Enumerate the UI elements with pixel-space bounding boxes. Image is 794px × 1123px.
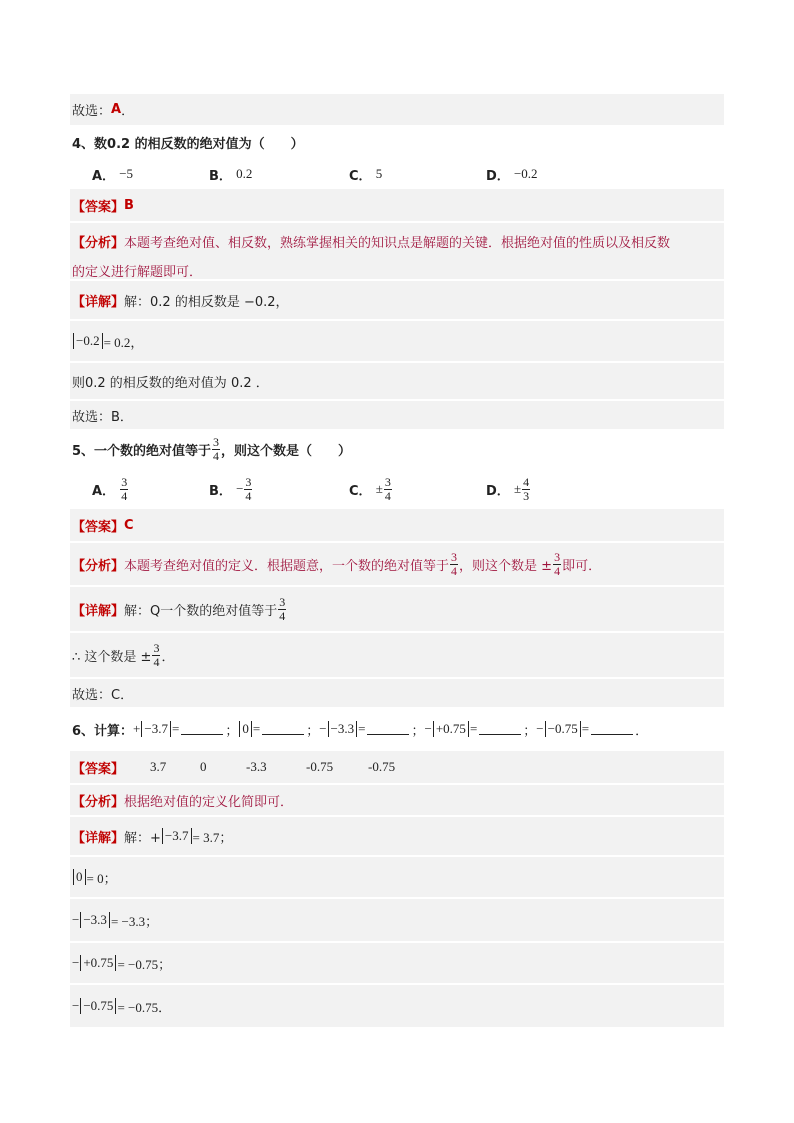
fraction — [384, 476, 392, 503]
final-text: 故选：C． — [72, 687, 134, 703]
q6-detail-1 — [70, 817, 724, 855]
q4-stem-text: 4、数0.2 的相反数的绝对值为（ ） — [72, 136, 304, 152]
option-label: A． — [92, 483, 116, 499]
denominator: 4 — [121, 488, 128, 503]
answer-blank[interactable] — [479, 724, 521, 735]
eq-sign: = — [469, 721, 478, 736]
analysis-text: 本题考查绝对值、相反数，熟练掌握相关的知识点是解题的关键．根据绝对值的性质以及相反数 — [124, 236, 671, 251]
abs-expr: −0.75 — [545, 721, 581, 737]
expr-prefix: − — [536, 721, 544, 736]
fraction — [244, 476, 252, 503]
numerator: 3 — [554, 549, 561, 564]
denominator: 4 — [451, 563, 458, 578]
denominator: 3 — [523, 488, 530, 503]
denominator: 4 — [384, 488, 391, 503]
abs-expr: −0.2 — [73, 333, 103, 349]
abs-expr: −0.75 — [80, 998, 116, 1014]
separator: ； — [411, 723, 425, 739]
detail-tag: 【详解】 — [72, 294, 125, 310]
eq-sign: = — [358, 721, 366, 736]
eq-sign: = — [581, 721, 590, 736]
answer-blank[interactable] — [591, 724, 633, 735]
final-end: ． — [121, 104, 135, 119]
final-text: 故选：B． — [72, 409, 133, 425]
q6-stem — [70, 707, 724, 751]
q5-detail-1 — [70, 587, 724, 631]
abs-expr: 0 — [73, 869, 86, 885]
eq-sign: = — [252, 721, 261, 736]
option-label: D． — [486, 483, 510, 499]
detail-text-end: ． — [161, 649, 175, 665]
detail-text: ∴ 这个数是 ± — [72, 649, 152, 665]
expr-prefix: − — [424, 721, 432, 736]
option-sign: ± — [375, 481, 383, 496]
denominator: 4 — [213, 448, 220, 463]
abs-expr: −3.7 — [141, 721, 171, 737]
q4-detail-3 — [70, 363, 724, 399]
separator: ； — [523, 723, 537, 739]
option-label: B． — [209, 168, 232, 184]
detail-result: = 0； — [86, 870, 117, 886]
numerator: 3 — [245, 474, 252, 489]
q6-analysis — [70, 785, 724, 815]
numerator: 4 — [523, 474, 530, 489]
option-value: −0.2 — [513, 166, 538, 181]
q4-option-d — [486, 165, 538, 184]
detail-prefix: − — [72, 998, 80, 1013]
answer-value: 0 — [200, 759, 207, 774]
analysis-tag: 【分析】 — [72, 236, 125, 251]
fraction — [522, 476, 530, 503]
numerator: 3 — [153, 640, 160, 655]
detail-prefix: 解：+ — [124, 830, 161, 846]
final-label: 故选： — [72, 104, 112, 119]
fraction — [278, 596, 286, 623]
fraction — [152, 642, 160, 669]
separator: ； — [225, 723, 239, 739]
abs-expr: −3.7 — [162, 828, 192, 844]
q4-final — [70, 401, 724, 429]
expr-prefix: + — [133, 721, 141, 736]
answer-blank[interactable] — [181, 724, 223, 735]
numerator: 3 — [451, 549, 458, 564]
option-sign: − — [236, 481, 244, 496]
detail-result: = −3.3； — [110, 913, 159, 929]
analysis-tag: 【分析】 — [72, 558, 125, 574]
detail-text: = 0.2， — [103, 334, 144, 350]
answer-value: B — [124, 197, 134, 213]
detail-result: = 3.7； — [192, 829, 233, 845]
detail-text: 解：0.2 的相反数是 −0.2， — [124, 294, 289, 310]
eq-sign: = — [171, 721, 180, 736]
detail-text: 解：Q一个数的绝对值等于 — [124, 603, 278, 619]
q5-option-d — [486, 476, 531, 503]
option-label: B． — [209, 483, 232, 499]
q5-answer — [70, 509, 724, 541]
analysis-text: 本题考查绝对值的定义．根据题意，一个数的绝对值等于 — [124, 558, 450, 574]
denominator: 4 — [153, 654, 160, 669]
q4-option-b — [209, 165, 349, 184]
numerator: 3 — [279, 594, 286, 609]
detail-result: = −0.75； — [117, 956, 172, 972]
answer-tag: 【答案】 — [72, 199, 125, 215]
end-mark: ． — [635, 723, 649, 739]
q5-options — [70, 469, 724, 509]
fraction — [450, 551, 458, 578]
answer-values — [150, 759, 395, 775]
separator: ； — [306, 723, 320, 739]
q5-option-a — [92, 476, 209, 503]
abs-expr: +0.75 — [80, 955, 116, 971]
detail-prefix: − — [72, 912, 80, 927]
q4-answer — [70, 189, 724, 221]
option-value: −5 — [119, 166, 134, 181]
abs-expr: −3.3 — [328, 721, 358, 737]
abs-expr: −3.3 — [80, 912, 110, 928]
option-label: C． — [349, 168, 372, 184]
q4-detail-1 — [70, 281, 724, 319]
fraction — [553, 551, 561, 578]
denominator: 4 — [245, 488, 252, 503]
option-label: A． — [92, 168, 116, 184]
detail-prefix: − — [72, 955, 80, 970]
denominator: 4 — [554, 563, 561, 578]
answer-value: -3.3 — [246, 759, 267, 774]
q4-stem — [70, 125, 724, 159]
q6-detail-5 — [70, 985, 724, 1027]
answer-value: -0.75 — [306, 759, 334, 774]
detail-text: 则0.2 的相反数的绝对值为 0.2 ． — [72, 375, 269, 391]
numerator: 3 — [121, 474, 128, 489]
answer-tag: 【答案】 — [72, 519, 125, 535]
q5-final — [70, 679, 724, 707]
q4-options — [70, 159, 724, 189]
abs-expr: 0 — [239, 721, 252, 737]
analysis-text-2: 的定义进行解题即可． — [72, 265, 203, 280]
option-label: C． — [349, 483, 372, 499]
analysis-tag: 【分析】 — [72, 794, 125, 810]
q4-option-a — [92, 165, 209, 184]
q5-detail-2 — [70, 633, 724, 677]
detail-tag: 【详解】 — [72, 603, 125, 619]
expr-prefix: − — [319, 721, 327, 736]
q6-detail-4 — [70, 943, 724, 983]
detail-result: = −0.75． — [117, 999, 172, 1015]
fraction — [120, 476, 128, 503]
q4-analysis — [70, 223, 724, 279]
option-value: 0.2 — [236, 166, 253, 181]
option-sign: ± — [513, 481, 522, 496]
fraction — [212, 436, 220, 463]
q6-detail-3 — [70, 899, 724, 941]
option-value: 5 — [375, 166, 383, 181]
q6-answer — [70, 751, 724, 783]
q5-option-c — [349, 476, 486, 503]
document-page — [70, 94, 724, 1027]
analysis-text-post: 即可． — [562, 558, 602, 574]
answer-tag: 【答案】 — [72, 761, 125, 777]
answer-blank[interactable] — [367, 724, 409, 735]
detail-tag: 【详解】 — [72, 830, 125, 846]
q5-stem-pre: 5、一个数的绝对值等于 — [72, 443, 212, 459]
numerator: 3 — [384, 474, 391, 489]
q5-stem — [70, 429, 724, 469]
q4-detail-2 — [70, 321, 724, 361]
q6-detail-2 — [70, 857, 724, 897]
analysis-text-mid: ，则这个数是 ± — [459, 558, 553, 574]
prev-final-answer — [70, 94, 724, 125]
answer-value: -0.75 — [368, 759, 396, 774]
q5-option-b — [209, 476, 349, 503]
q5-analysis — [70, 543, 724, 585]
answer-blank[interactable] — [262, 724, 304, 735]
final-letter: A — [111, 102, 122, 117]
denominator: 4 — [279, 608, 286, 623]
analysis-text: 根据绝对值的定义化简即可． — [124, 794, 294, 810]
answer-value: 3.7 — [150, 759, 167, 774]
q6-stem-pre: 6、计算： — [72, 723, 134, 739]
q4-option-c — [349, 165, 486, 184]
q5-stem-post: ，则这个数是（ ） — [221, 443, 352, 459]
abs-expr: +0.75 — [433, 721, 469, 737]
answer-value: C — [124, 517, 134, 533]
option-label: D． — [486, 168, 510, 184]
numerator: 3 — [213, 434, 220, 449]
